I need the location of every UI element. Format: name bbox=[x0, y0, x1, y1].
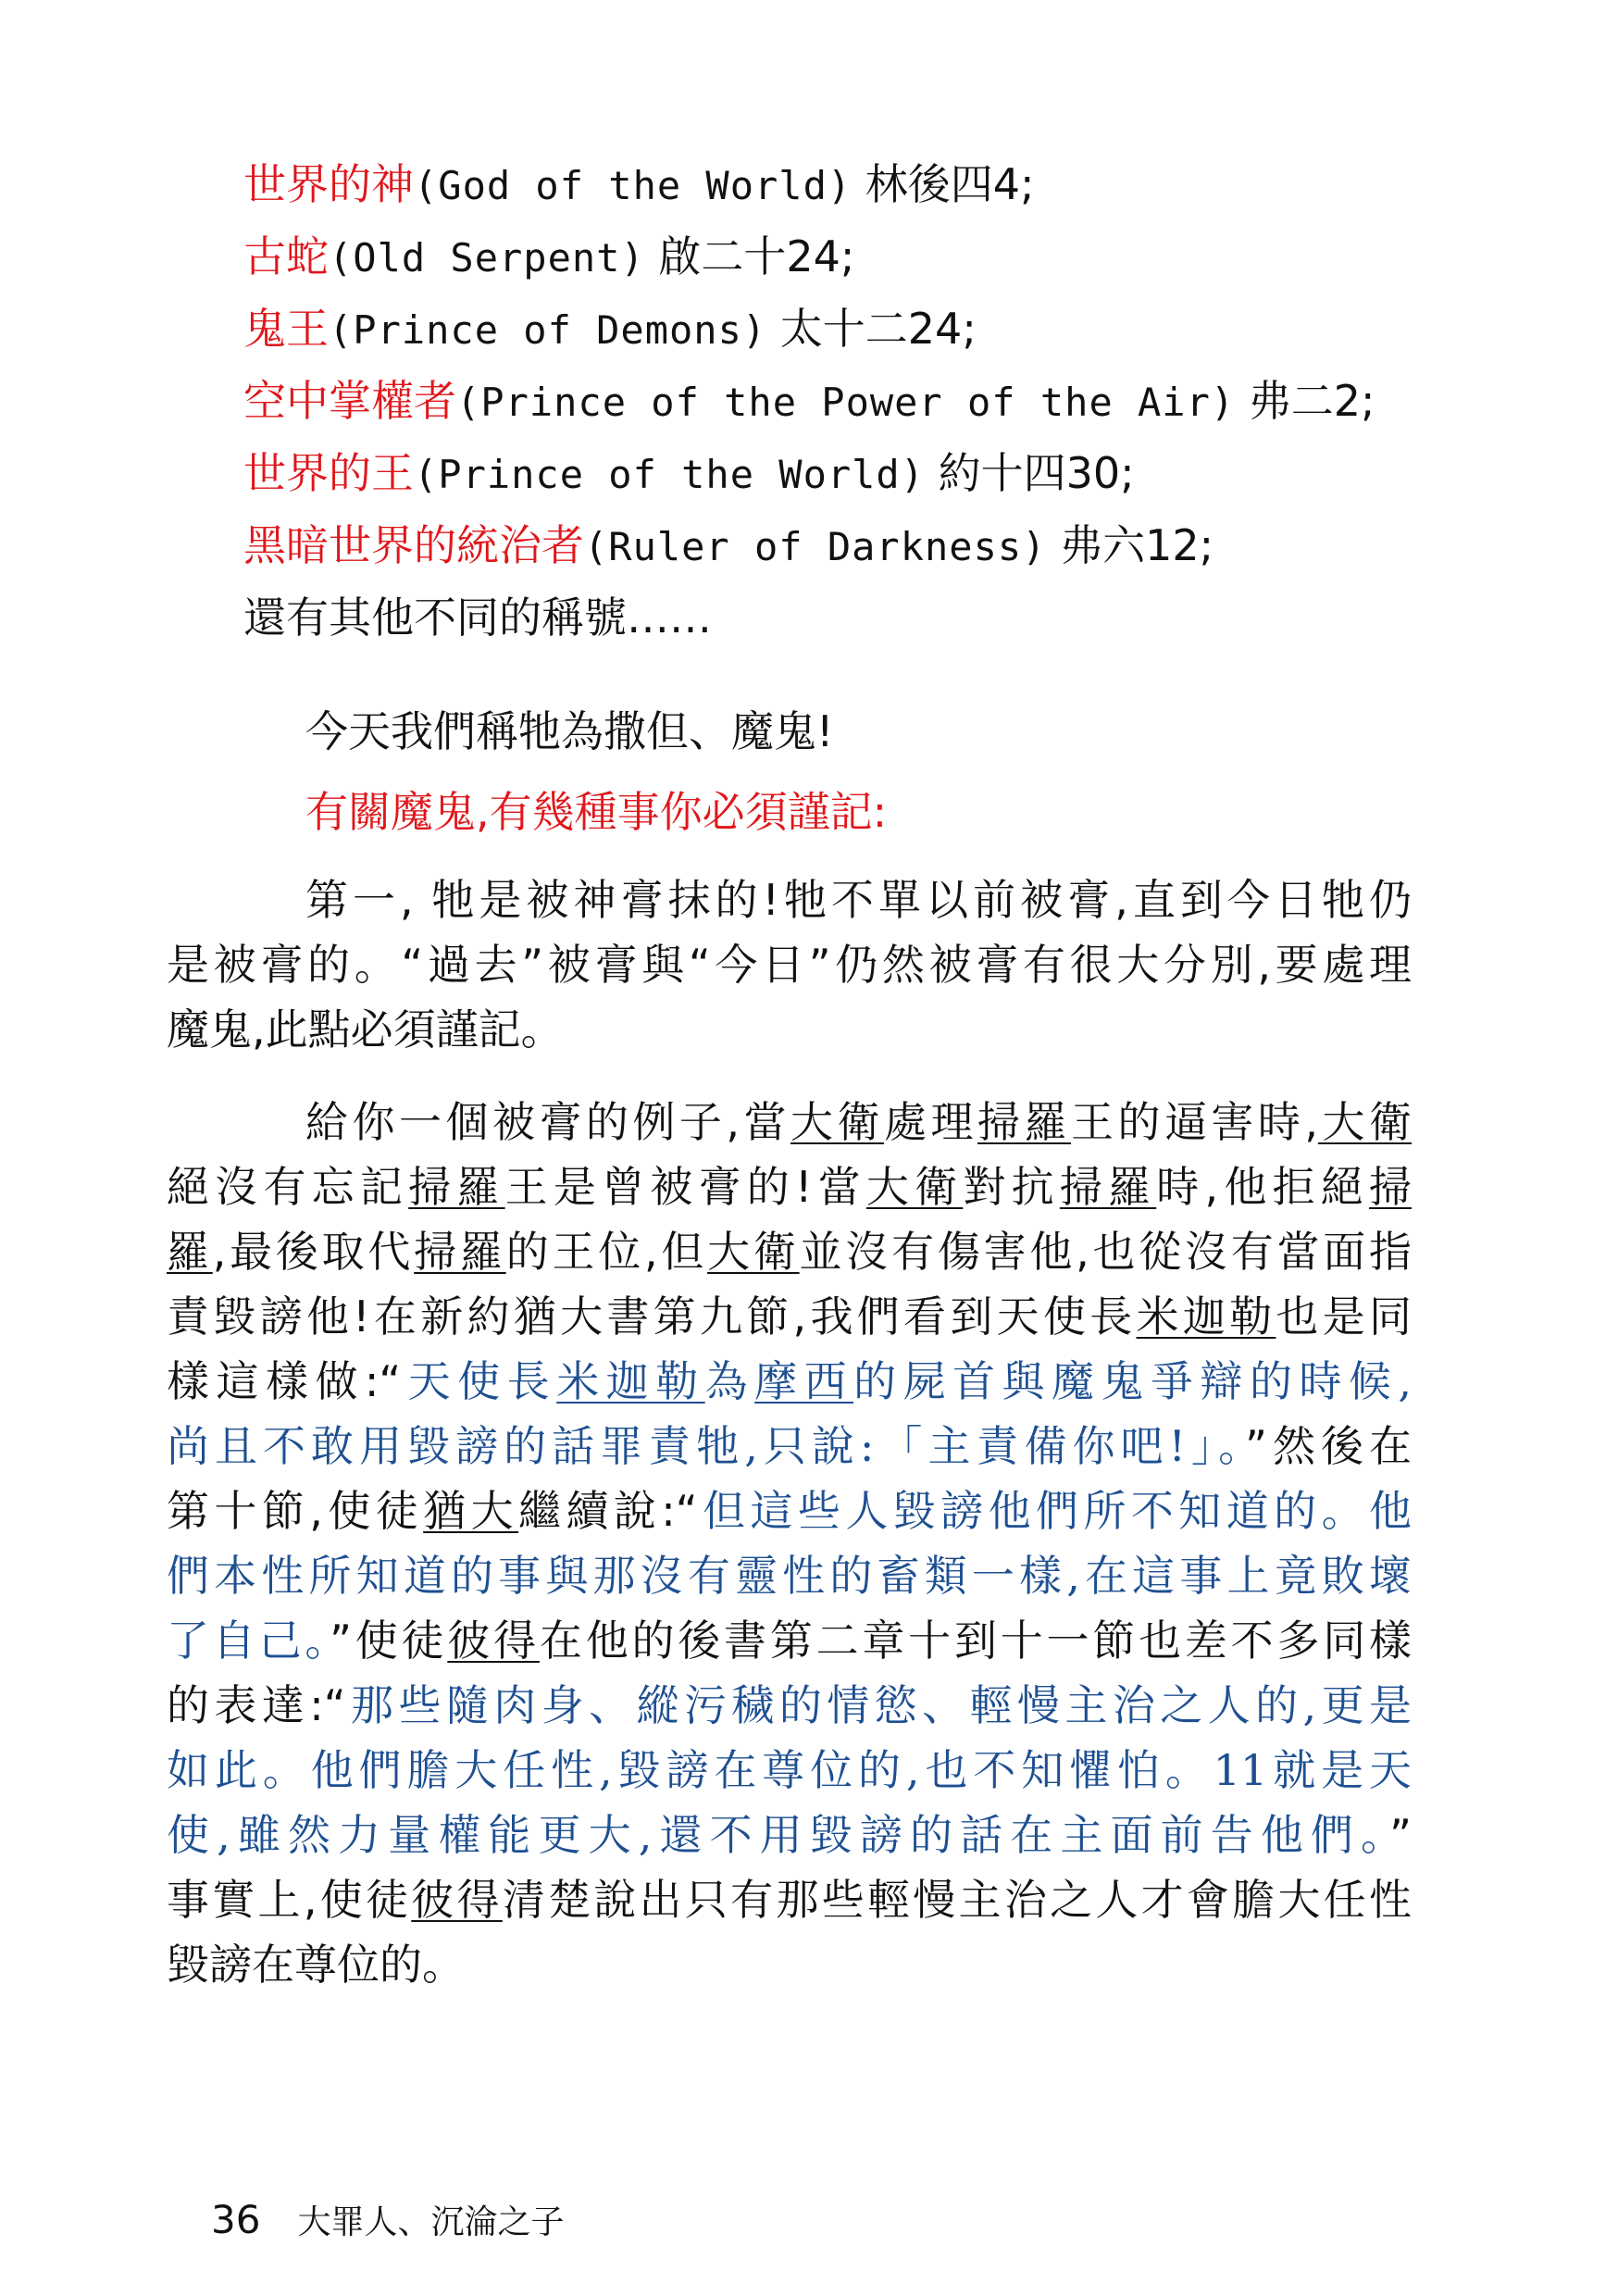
quote-jude: 天使長 bbox=[401, 1356, 557, 1406]
book-title: 大罪人、沉淪之子 bbox=[297, 2203, 565, 2241]
name-saul: 掃羅 bbox=[408, 1162, 505, 1212]
paragraph-line bbox=[167, 1676, 1412, 1735]
title-english: (Prince of the Power of the Air) bbox=[456, 380, 1236, 425]
text-segment: ” bbox=[1389, 1810, 1412, 1860]
name-david: 大衛 bbox=[790, 1097, 884, 1147]
paragraph-line bbox=[167, 1611, 1412, 1670]
section-heading: 有關魔鬼,有幾種事你必須謹記: bbox=[305, 787, 888, 837]
paragraph-line: 是被膏的。“過去”被膏與“今日”仍然被膏有很大分別,要處理 bbox=[167, 940, 1412, 990]
paragraph-line bbox=[167, 1416, 1412, 1476]
title-item bbox=[243, 227, 854, 288]
title-reference: 林後四4; bbox=[865, 159, 1035, 209]
name-david: 大衛 bbox=[865, 1162, 964, 1212]
title-english: (Prince of the World) bbox=[414, 452, 926, 497]
paragraph-line bbox=[167, 1352, 1412, 1411]
text-segment: 樣這樣做:“ bbox=[167, 1356, 402, 1406]
name-saul: 掃羅 bbox=[414, 1227, 506, 1277]
title-reference: 弗六12; bbox=[1060, 520, 1214, 570]
name-david: 大衛 bbox=[1318, 1097, 1413, 1147]
paragraph-line bbox=[167, 1546, 1412, 1605]
paragraph-line: 魔鬼,此點必須謹記。 bbox=[167, 1004, 564, 1054]
paragraph-line: 第一, 牠是被神膏抹的!牠不單以前被膏,直到今日牠仍 bbox=[305, 875, 1412, 925]
page-number: 36 bbox=[211, 2197, 261, 2242]
text-segment: 並沒有傷害他,也從沒有當面指 bbox=[799, 1227, 1413, 1277]
text-segment: 毀謗在尊位的。 bbox=[167, 1940, 465, 1990]
title-reference: 約十四30; bbox=[938, 448, 1135, 498]
quote-2peter: 使,雖然力量權能更大,還不用毀謗的話在主面前告他們。 bbox=[167, 1810, 1390, 1860]
title-name: 黑暗世界的統治者 bbox=[243, 520, 584, 570]
paragraph-line bbox=[167, 1741, 1412, 1800]
intro-sentence: 今天我們稱牠為撒但、魔鬼! bbox=[305, 706, 834, 756]
name-peter: 彼得 bbox=[411, 1875, 503, 1925]
quote-jude-verse-10: 了自己。 bbox=[167, 1616, 330, 1666]
title-english: (Ruler of Darkness) bbox=[584, 524, 1047, 569]
title-item bbox=[243, 371, 1375, 432]
text-segment: 對抗 bbox=[963, 1162, 1060, 1212]
text-segment: 事實上,使徒 bbox=[167, 1875, 412, 1925]
name-saul: 掃羅 bbox=[1059, 1162, 1157, 1212]
text-segment: 處理 bbox=[884, 1097, 977, 1147]
quote-2peter: 那些隨肉身、縱污穢的情慾、輕慢主治之人的,更是 bbox=[345, 1680, 1412, 1730]
title-reference: 啟二十24; bbox=[658, 231, 855, 281]
quote-jude: 尚且不敢用毀謗的話罪責牠,只說:「主責備你吧!」。 bbox=[167, 1421, 1246, 1471]
name-saul-continued: 羅 bbox=[167, 1227, 213, 1277]
paragraph-line bbox=[167, 1935, 1412, 1994]
title-english: (Old Serpent) bbox=[329, 235, 645, 281]
text-segment: 第十節,使徒 bbox=[167, 1486, 424, 1536]
name-saul: 掃羅 bbox=[977, 1097, 1071, 1147]
text-segment: 也是同 bbox=[1276, 1292, 1413, 1341]
text-segment: 的王位,但 bbox=[505, 1227, 708, 1277]
title-english: (Prince of Demons) bbox=[329, 307, 767, 353]
paragraph-line bbox=[167, 1287, 1412, 1346]
title-reference: 弗二2; bbox=[1248, 376, 1375, 426]
text-segment: 給你一個被膏的例子,當 bbox=[305, 1097, 791, 1147]
paragraph-line bbox=[167, 1222, 1412, 1281]
paragraph-line bbox=[305, 1092, 1412, 1152]
name-david: 大衛 bbox=[707, 1227, 800, 1277]
paragraph-line bbox=[167, 1805, 1412, 1865]
title-item bbox=[243, 516, 1214, 577]
text-segment: 時,他拒絕 bbox=[1156, 1162, 1370, 1212]
title-name: 空中掌權者 bbox=[243, 376, 456, 426]
quote-jude: 的屍首與魔鬼爭辯的時候, bbox=[853, 1356, 1413, 1406]
name-moses: 摩西 bbox=[754, 1356, 854, 1406]
quote-jude-verse-10: 但這些人毀謗他們所不知道的。他 bbox=[697, 1486, 1413, 1536]
title-name: 古蛇 bbox=[243, 231, 329, 281]
text-segment: ,最後取代 bbox=[212, 1227, 415, 1277]
text-segment: 王的逼害時, bbox=[1070, 1097, 1319, 1147]
title-item bbox=[243, 443, 1135, 505]
page-footer bbox=[211, 2194, 564, 2249]
name-michael: 米迦勒 bbox=[556, 1356, 705, 1406]
title-item bbox=[243, 155, 1035, 216]
name-peter: 彼得 bbox=[447, 1616, 540, 1666]
title-name: 世界的神 bbox=[243, 159, 414, 209]
text-segment: 在他的後書第二章十到十一節也差不多同樣 bbox=[539, 1616, 1413, 1666]
text-segment: ”然後在 bbox=[1245, 1421, 1412, 1471]
paragraph-line bbox=[167, 1481, 1412, 1541]
title-name: 鬼王 bbox=[243, 304, 329, 354]
text-segment: 絕沒有忘記 bbox=[167, 1162, 409, 1212]
quote-2peter: 如此。他們膽大任性,毀謗在尊位的,也不知懼怕。11就是天 bbox=[167, 1745, 1412, 1795]
more-titles-note: 還有其他不同的稱號…… bbox=[243, 593, 712, 643]
title-name: 世界的王 bbox=[243, 448, 414, 498]
title-english: (God of the World) bbox=[414, 163, 853, 208]
text-segment: 繼續說:“ bbox=[518, 1486, 698, 1536]
paragraph-line bbox=[167, 1870, 1412, 1929]
title-reference: 太十二24; bbox=[779, 304, 977, 354]
text-segment: 責毀謗他!在新約猶大書第九節,我們看到天使長 bbox=[167, 1292, 1137, 1341]
quote-jude-verse-10: 們本性所知道的事與那沒有靈性的畜類一樣,在這事上竟敗壞 bbox=[167, 1551, 1412, 1601]
name-saul: 掃 bbox=[1369, 1162, 1413, 1212]
title-item bbox=[243, 299, 977, 360]
text-segment: 清楚說出只有那些輕慢主治之人才會膽大任性 bbox=[502, 1875, 1413, 1925]
text-segment: 王是曾被膏的!當 bbox=[504, 1162, 866, 1212]
name-michael: 米迦勒 bbox=[1136, 1292, 1276, 1341]
name-jude: 猶大 bbox=[423, 1486, 519, 1536]
quote-jude: 為 bbox=[704, 1356, 755, 1406]
paragraph-line bbox=[167, 1157, 1412, 1217]
text-segment: 的表達:“ bbox=[167, 1680, 346, 1730]
text-segment: ”使徒 bbox=[330, 1616, 448, 1666]
